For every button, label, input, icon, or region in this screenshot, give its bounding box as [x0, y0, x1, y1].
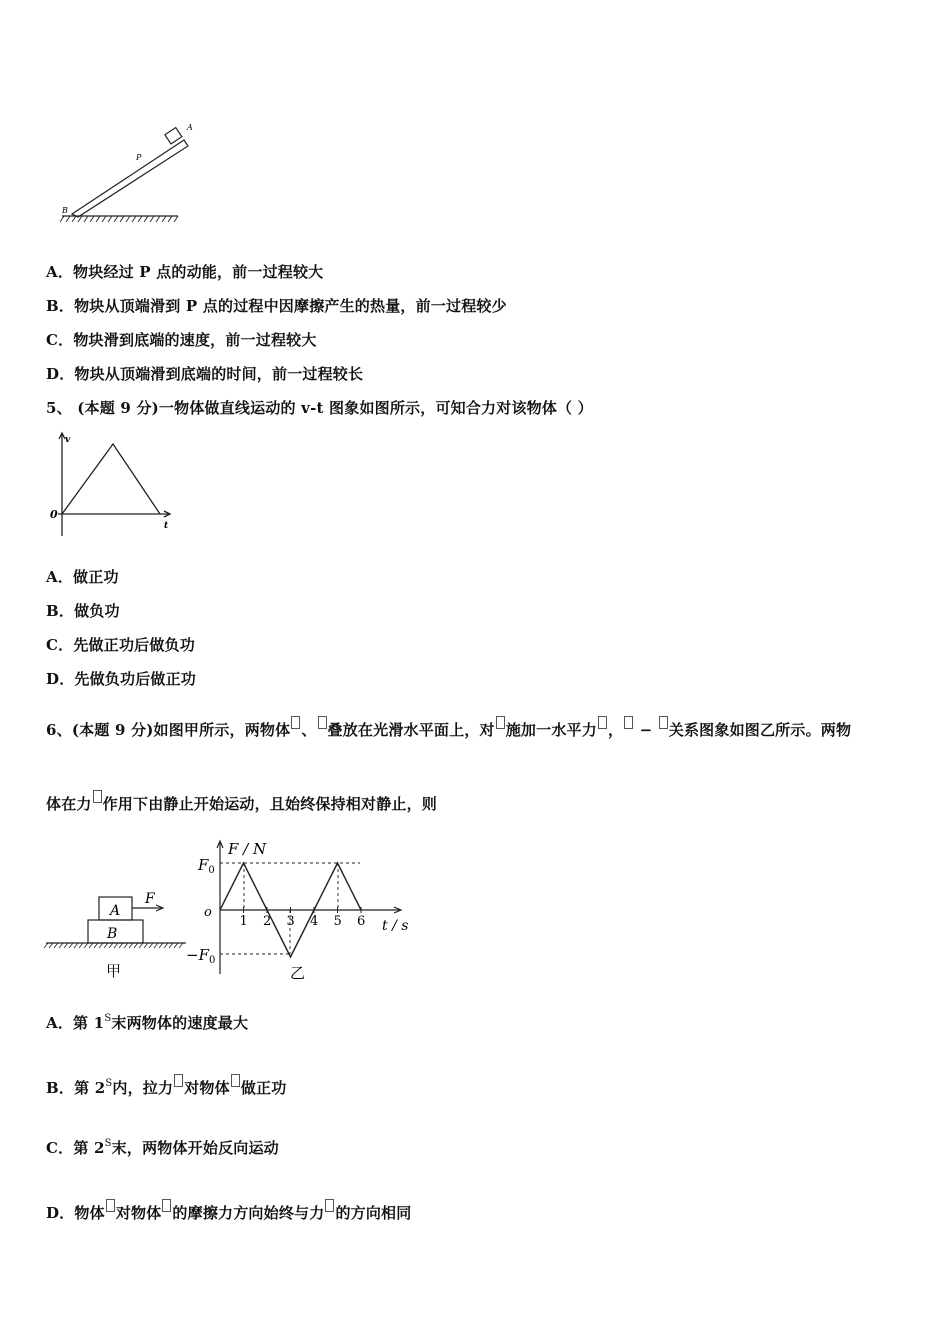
missing-glyph-box — [231, 1074, 240, 1087]
missing-glyph-box — [624, 716, 633, 729]
q6d-p3: 的摩擦力方向始终与力 — [172, 1204, 325, 1222]
missing-glyph-box — [496, 716, 505, 729]
q6d-p2: 对物体 — [115, 1204, 162, 1222]
q6-stem-part: ， — [607, 721, 624, 739]
q6c-suffix: 末，两物体开始反向运动 — [111, 1139, 279, 1157]
vt-graph — [46, 430, 176, 540]
incline-figure — [58, 118, 193, 226]
q6b-mid: 内，拉力 — [112, 1079, 174, 1097]
time-tick-label: 3 — [286, 914, 295, 929]
q4-option-c: C．物块滑到底端的速度，前一过程较大 — [46, 331, 317, 349]
q6a-unit: S — [104, 1013, 112, 1024]
q5-option-a: A．做正功 — [46, 568, 119, 586]
missing-glyph-box — [106, 1199, 115, 1212]
neg-f0-subscript: 0 — [208, 955, 216, 966]
q6-stem-part: 、 — [301, 721, 317, 739]
neg-f0-main: −F — [186, 946, 209, 964]
block-a-label: A — [110, 903, 121, 919]
time-tick-label: 4 — [310, 914, 319, 929]
q6-stem-part: 作用下由静止开始运动，且始终保持相对静止，则 — [102, 795, 438, 813]
q6c-unit: S — [104, 1138, 112, 1149]
point-b-label: B — [62, 206, 68, 215]
q5-stem: 5、 (本题 9 分)一物体做直线运动的 v-t 图象如图所示，可知合力对该物体（ ） — [46, 399, 593, 417]
q6a-suffix: 末两物体的速度最大 — [111, 1014, 249, 1032]
q5-option-d: D．先做负功后做正功 — [46, 670, 197, 688]
missing-glyph-box — [325, 1199, 334, 1212]
v-label: v — [65, 435, 71, 445]
q6a-prefix: A．第 1 — [46, 1014, 105, 1032]
q6b-unit: S — [105, 1078, 113, 1089]
time-tick-label: 5 — [333, 914, 342, 929]
force-label: F — [145, 891, 155, 907]
q6d-p1: D．物体 — [46, 1204, 105, 1222]
stacked-blocks-figure — [44, 884, 189, 984]
q6d-p4: 的方向相同 — [335, 1204, 412, 1222]
q6c-prefix: C．第 2 — [46, 1139, 105, 1157]
q6-stem-part: 关系图象如图乙所示。两物 — [668, 721, 852, 739]
f-axis-label: F / N — [228, 840, 267, 858]
missing-glyph-box — [162, 1199, 171, 1212]
ft-graph — [186, 836, 416, 986]
missing-glyph-box — [291, 716, 300, 729]
q6-stem-part: 6、(本题 9 分)如图甲所示，两物体 — [46, 721, 291, 739]
t-label: t — [164, 521, 169, 531]
q6-option-d — [46, 1199, 411, 1223]
neg-f0-label — [186, 946, 215, 966]
missing-glyph-box — [659, 716, 668, 729]
time-tick-label: 1 — [239, 914, 248, 929]
q4-option-d: D．物块从顶端滑到底端的时间，前一过程较长 — [46, 365, 364, 383]
q6-stem-line1 — [46, 716, 851, 740]
q6-stem-part: 叠放在光滑水平面上，对 — [327, 721, 495, 739]
missing-glyph-box — [174, 1074, 183, 1087]
q6-stem-line2 — [46, 790, 437, 814]
origin-o-label: o — [204, 905, 212, 920]
point-p-label: P — [136, 153, 142, 162]
q5-option-b: B．做负功 — [46, 602, 120, 620]
q6b-prefix: B．第 2 — [46, 1079, 106, 1097]
q6-stem-part: 施加一水平力 — [505, 721, 597, 739]
time-tick-label: 6 — [357, 914, 366, 929]
vt-line — [62, 444, 160, 514]
q6b-mid2: 对物体 — [184, 1079, 230, 1097]
caption-jia: 甲 — [106, 962, 122, 980]
caption-yi: 乙 — [290, 964, 306, 982]
missing-glyph-box — [598, 716, 607, 729]
q6-option-b — [46, 1074, 286, 1098]
f0-main: F — [198, 856, 209, 874]
missing-glyph-box — [93, 790, 102, 803]
time-tick-label: 2 — [263, 914, 272, 929]
block-b-label: B — [107, 926, 118, 942]
q6b-suffix: 做正功 — [240, 1079, 287, 1097]
q6-stem-part: − — [634, 721, 658, 739]
missing-glyph-box — [318, 716, 327, 729]
t-axis-label: t / s — [382, 918, 409, 934]
origin-label: 0 — [50, 508, 58, 521]
q4-option-a: A．物块经过 P 点的动能，前一过程较大 — [46, 263, 324, 281]
f0-subscript: 0 — [208, 865, 215, 876]
q6-option-c — [46, 1137, 279, 1158]
q6-option-a — [46, 1012, 248, 1033]
q5-option-c: C．先做正功后做负功 — [46, 636, 195, 654]
f0-label — [197, 856, 215, 876]
q4-option-b: B．物块从顶端滑到 P 点的过程中因摩擦产生的热量，前一过程较少 — [46, 297, 507, 315]
q6-stem-part: 体在力 — [46, 795, 92, 813]
point-a-label: A — [187, 123, 193, 132]
